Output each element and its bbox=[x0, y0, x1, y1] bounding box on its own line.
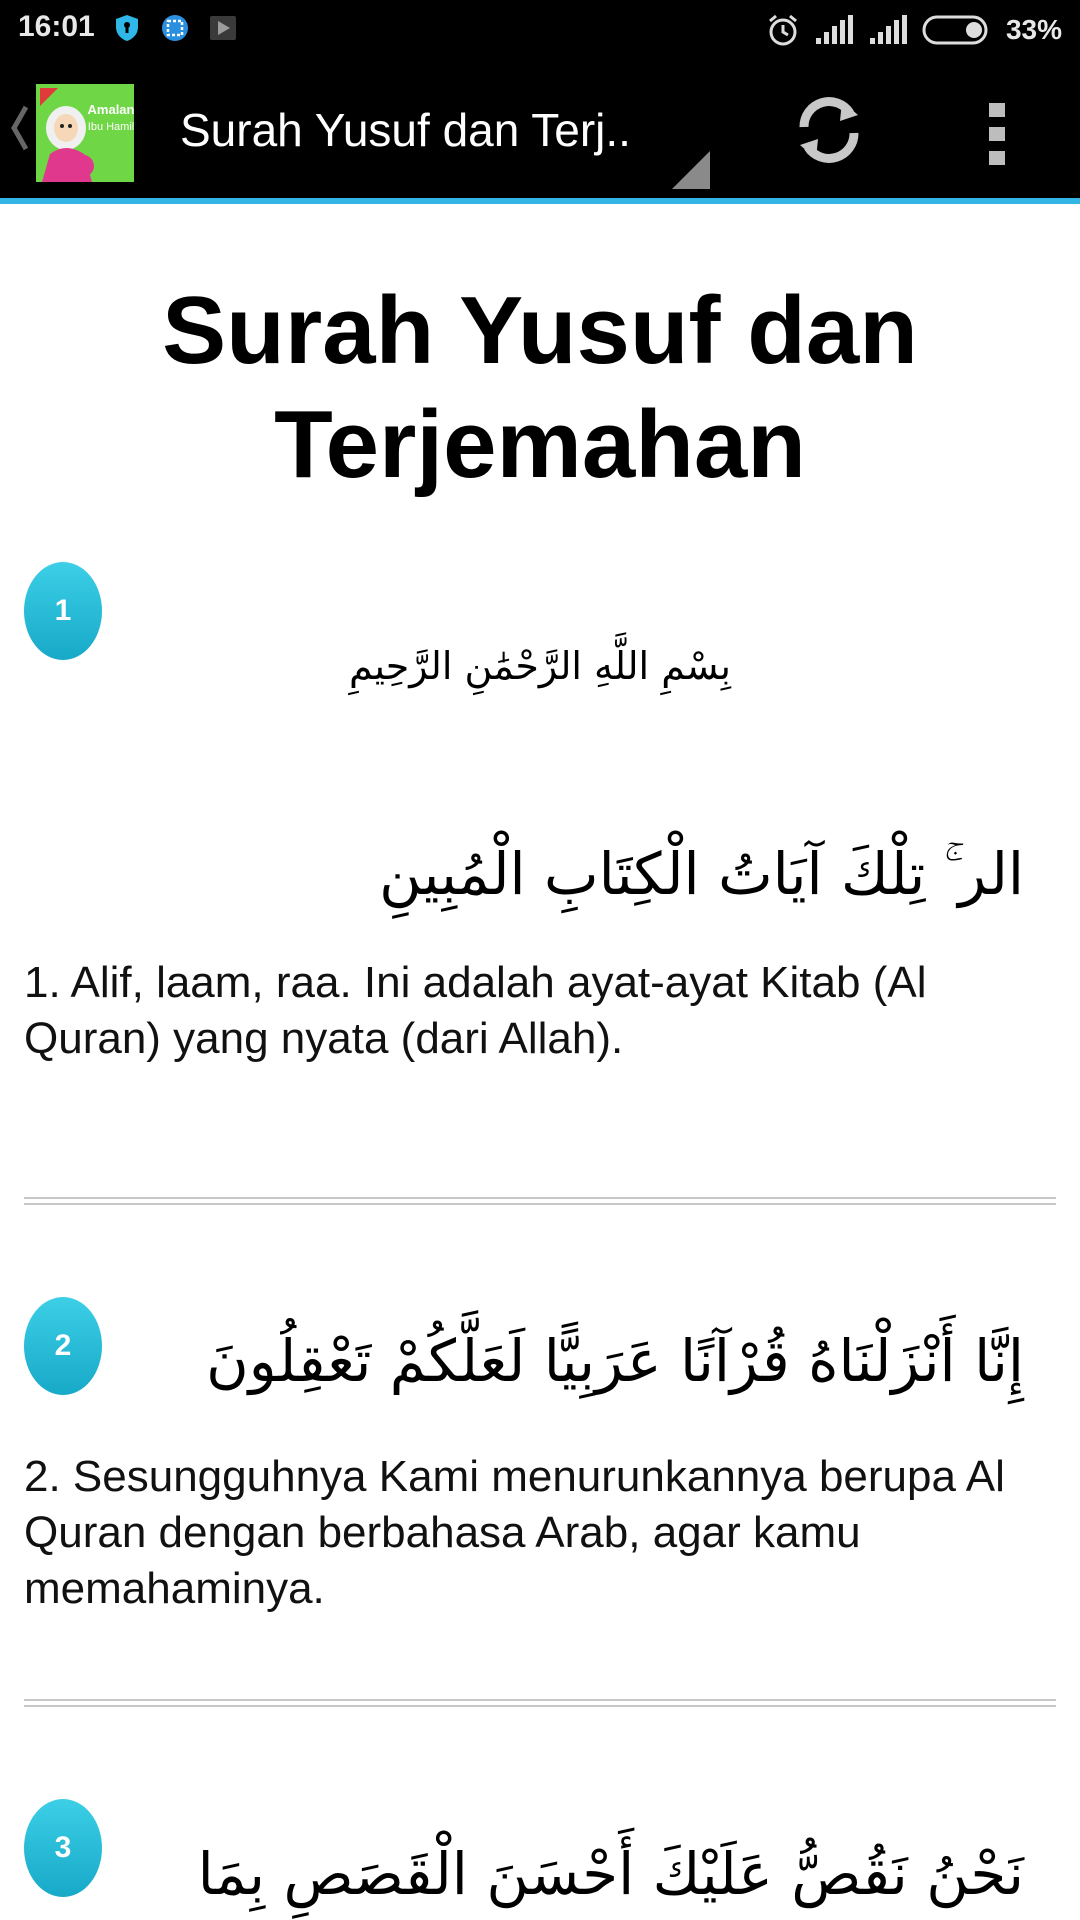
page-title: Surah Yusuf dan Terjemahan bbox=[162, 277, 918, 498]
status-right-group bbox=[766, 10, 1062, 50]
content-scroll-area[interactable] bbox=[0, 204, 1080, 1920]
status-time: 16:01 bbox=[18, 10, 95, 43]
overflow-menu-icon[interactable] bbox=[975, 99, 1019, 169]
screenshot-icon bbox=[160, 13, 190, 43]
verse-number-badge: 3 bbox=[24, 1799, 102, 1897]
verse-divider bbox=[24, 1699, 1056, 1707]
svg-text:Amalan: Amalan bbox=[87, 102, 134, 117]
dropdown-indicator-icon bbox=[670, 149, 710, 189]
verse-arabic: إِنَّا أَنْزَلْنَاهُ قُرْآنًا عَرَبِيًّا لَعَلَّكُمْ تَعْقِلُونَ bbox=[206, 1327, 1024, 1395]
status-bar bbox=[0, 0, 1080, 61]
pregnant-woman-logo bbox=[36, 84, 134, 182]
alarm-icon bbox=[766, 13, 800, 47]
battery-icon bbox=[922, 14, 992, 46]
svg-text:Ibu Hamil: Ibu Hamil bbox=[87, 121, 134, 133]
app-logo[interactable] bbox=[36, 84, 134, 182]
verse-divider bbox=[24, 1197, 1056, 1205]
signal-icon bbox=[868, 14, 908, 46]
signal-icon bbox=[814, 14, 854, 46]
battery-percentage: 33% bbox=[1005, 14, 1062, 45]
verse-number-badge: 1 bbox=[24, 562, 102, 660]
verse-translation: 1. Alif, laam, raa. Ini adalah ayat-ayat Kitab (Al Quran) yang nyata (dari Allah). bbox=[24, 958, 927, 1063]
action-bar bbox=[0, 61, 1080, 198]
verse-arabic: الر ۚ تِلْكَ آيَاتُ الْكِتَابِ الْمُبِينِ bbox=[379, 840, 1024, 908]
refresh-icon[interactable] bbox=[790, 91, 868, 169]
bismillah-text: بِسْمِ اللَّهِ الرَّحْمَٰنِ الرَّحِيمِ bbox=[349, 644, 731, 688]
up-caret-icon[interactable] bbox=[8, 103, 30, 153]
shield-icon bbox=[112, 13, 142, 43]
play-store-icon bbox=[208, 13, 238, 43]
verse-arabic: نَحْنُ نَقُصُّ عَلَيْكَ أَحْسَنَ الْقَصَصِ بِمَا bbox=[197, 1840, 1024, 1908]
action-bar-title[interactable]: Surah Yusuf dan Terj.. bbox=[180, 104, 631, 156]
verse-translation: 2. Sesungguhnya Kami menurunkannya berupa Al Quran dengan berbahasa Arab, agar kamu memahaminya. bbox=[24, 1452, 1005, 1613]
verse-number-badge: 2 bbox=[24, 1297, 102, 1395]
